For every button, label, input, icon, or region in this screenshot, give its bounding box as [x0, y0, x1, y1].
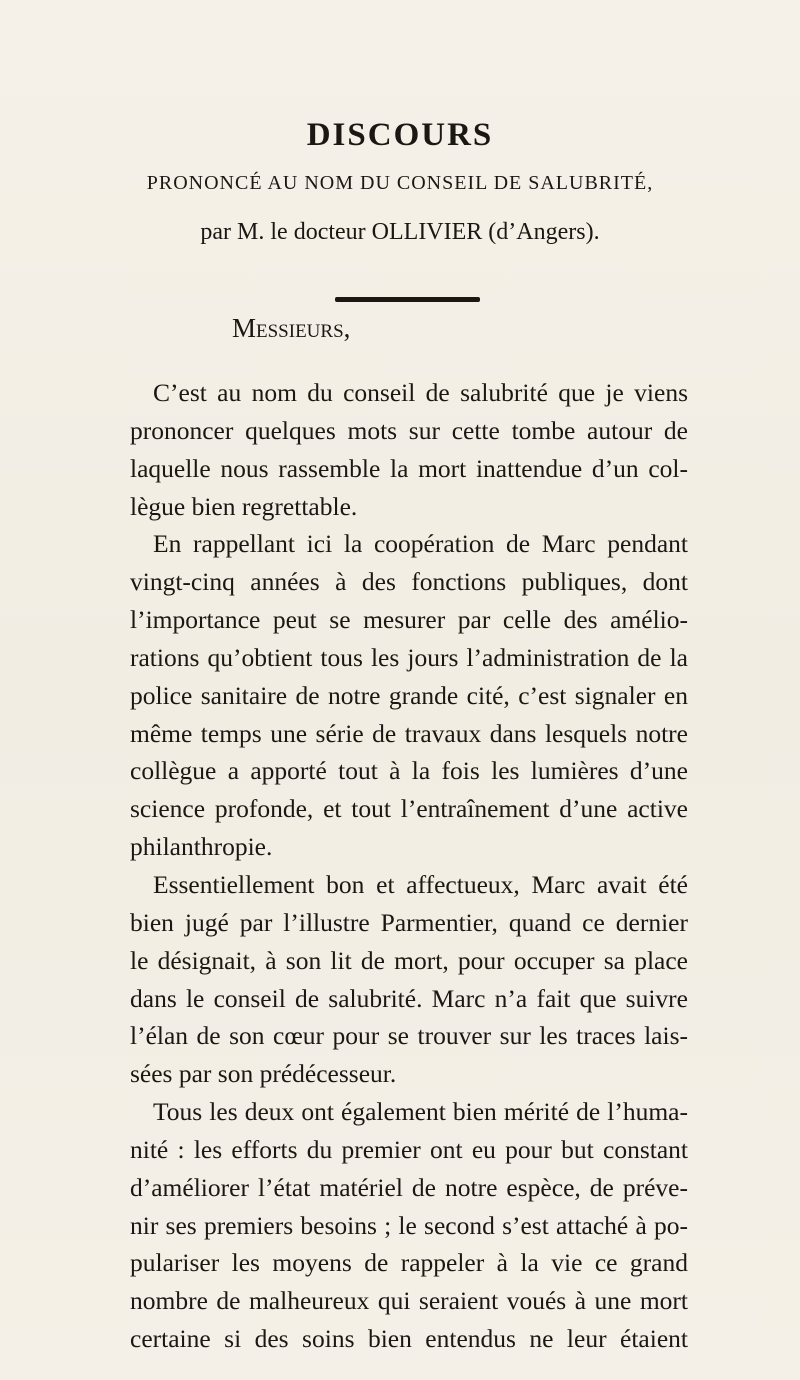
text-line: collègue a apporté tout à la fois les lumières d’une	[130, 756, 688, 786]
body-text	[130, 374, 688, 1358]
text-line: rations qu’obtient tous les jours l’administration de la	[130, 642, 688, 672]
text-line: lègue bien regrettable.	[130, 491, 358, 521]
page-subtitle: PRONONCÉ AU NOM DU CONSEIL DE SALUBRITÉ,	[146, 172, 654, 194]
text-line: vingt-cinq années à des fonctions publiques, dont	[130, 567, 688, 597]
text-line: science profonde, et tout l’entraînement d’une active	[130, 794, 688, 824]
text-line: En rappellant ici la coopération de Marc pendant	[153, 529, 688, 559]
text-line: l’élan de son cœur pour se trouver sur les traces lais-	[130, 1021, 688, 1051]
salutation: Messieurs,	[232, 313, 351, 343]
text-line: police sanitaire de notre grande cité, c’est signaler en	[130, 680, 688, 710]
text-line: même temps une série de travaux dans lesquels notre	[130, 718, 688, 748]
text-line: laquelle nous rassemble la mort inattendue d’un col-	[130, 453, 688, 483]
text-line: Essentiellement bon et affectueux, Marc avait été	[153, 869, 688, 899]
text-line: le désignait, à son lit de mort, pour occuper sa place	[130, 945, 688, 975]
author-byline: par M. le docteur OLLIVIER (d’Angers).	[200, 219, 600, 245]
text-line: l’importance peut se mesurer par celle des amélio-	[130, 605, 688, 635]
text-line: bien jugé par l’illustre Parmentier, quand ce dernier	[130, 907, 688, 937]
text-line: dans le conseil de salubrité. Marc n’a fait que suivre	[130, 983, 688, 1013]
text-line: pulariser les moyens de rappeler à la vie ce grand	[130, 1248, 688, 1278]
text-line: certaine si des soins bien entendus ne leur étaient	[130, 1324, 688, 1354]
text-line: nombre de malheureux qui seraient voués à une mort	[130, 1286, 688, 1316]
text-line: Tous les deux ont également bien mérité de l’huma-	[153, 1097, 688, 1127]
text-line: sées par son prédécesseur.	[130, 1059, 397, 1089]
text-line: nir ses premiers besoins ; le second s’est attaché à po-	[130, 1210, 688, 1240]
text-line: nité : les efforts du premier ont eu pour but constant	[130, 1134, 688, 1164]
text-line: prononcer quelques mots sur cette tombe autour de	[130, 415, 688, 445]
page-title: DISCOURS	[306, 117, 494, 153]
text-line: philanthropie.	[130, 832, 273, 862]
decorative-rule	[335, 297, 480, 302]
text-line: C’est au nom du conseil de salubrité que je viens	[153, 378, 688, 407]
text-line: d’améliorer l’état matériel de notre espèce, de préve-	[130, 1172, 688, 1202]
